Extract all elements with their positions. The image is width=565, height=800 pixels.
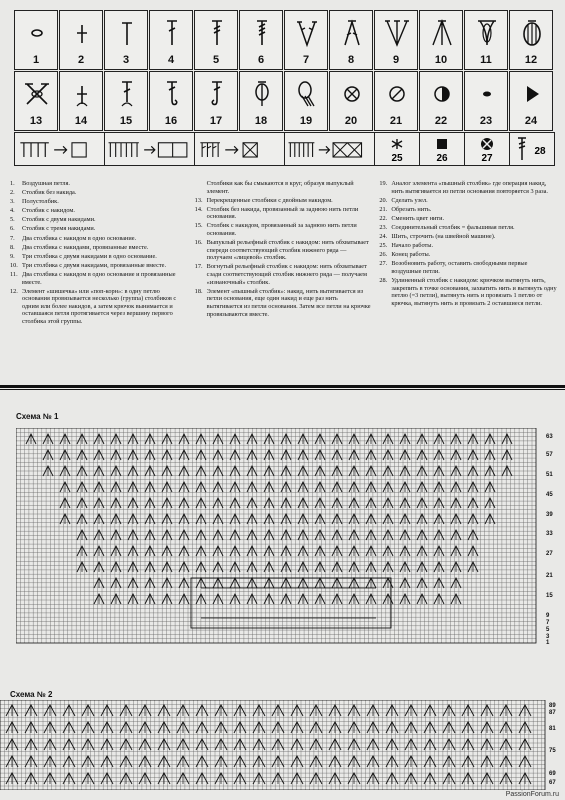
- symbol-cell: [510, 133, 554, 165]
- legend-item: [379, 251, 558, 259]
- legend-item: [195, 222, 374, 237]
- legend-item: [10, 216, 189, 224]
- symbol-cell: [104, 10, 148, 70]
- schema-1-chart: [16, 428, 560, 650]
- symbol-number: 17: [209, 115, 223, 127]
- legend-item-number: 19.: [379, 180, 388, 187]
- row-label: 39: [546, 512, 553, 518]
- symbol-number: 16: [164, 115, 178, 127]
- symbol-number: 18: [254, 115, 268, 127]
- symbol-group: [285, 133, 375, 165]
- schema-2-title: Схема № 2: [10, 690, 53, 699]
- legend-item-number: 21.: [379, 205, 388, 213]
- symbol-cell: [509, 71, 553, 131]
- legend-item-number: 22.: [379, 214, 388, 222]
- row-label: 5: [546, 627, 550, 633]
- symbol-cell: [149, 71, 193, 131]
- legend-item-number: 4.: [10, 207, 15, 215]
- symbol-number: 8: [347, 54, 355, 66]
- legend-item: [10, 189, 189, 197]
- symbol-group: [195, 133, 285, 165]
- legend-item: [195, 206, 374, 221]
- legend-item: [379, 260, 558, 275]
- symbol-cell: [59, 71, 103, 131]
- legend-item-text: Обрезать нить.: [391, 205, 432, 213]
- symbol-number: 6: [257, 54, 265, 66]
- symbol-group: [105, 133, 195, 165]
- legend-item-number: 26.: [379, 251, 388, 259]
- legend-item-number: 5.: [10, 216, 15, 224]
- symbol-cell: [419, 10, 463, 70]
- legend-item: [195, 239, 374, 262]
- legend-item-text: Два столбика с накидами, провязанные вместе.: [22, 243, 149, 251]
- symbol-cell: [59, 10, 103, 70]
- legend-item: [10, 225, 189, 233]
- legend-item-number: 14.: [194, 205, 203, 213]
- symbol-number: 23: [479, 115, 493, 127]
- symbol-number: 3: [122, 54, 130, 66]
- symbol-number: 12: [524, 54, 538, 66]
- legend-item: [10, 198, 189, 206]
- legend-item-text: Столбик с накидом, провязанный за заднюю нить петли основания.: [206, 222, 357, 238]
- legend-item: [379, 277, 558, 307]
- symbol-cell: [464, 71, 508, 131]
- symbol-number: 28: [534, 146, 546, 157]
- legend-item: [379, 242, 558, 250]
- symbol-number: 1: [32, 54, 40, 66]
- stitch-marks: [26, 434, 512, 628]
- row-label: 69: [549, 771, 556, 777]
- legend-item-text: Воздушная петля.: [22, 180, 70, 187]
- legend-item: [195, 263, 374, 286]
- symbol-cell: [374, 71, 418, 131]
- symbol-cell: [239, 71, 283, 131]
- grid-lines: [16, 428, 536, 643]
- legend-item-text: Столбики как бы смыкаются в круг, образуя выпуклый элемент.: [206, 180, 354, 195]
- legend-item-text: Сменить цвет нити.: [391, 214, 445, 222]
- symbol-number: 22: [434, 115, 448, 127]
- row-label: 75: [549, 748, 556, 754]
- legend-item: [379, 224, 558, 232]
- legend-item-text: Вогнутый рельефный столбик с накидом: нить обхватывает сзади соответствующий столбик нижнего ряда — получаем «изнаночный» столбик.: [206, 263, 367, 286]
- legend-item-number: 7.: [10, 234, 15, 242]
- legend-item: [10, 180, 189, 188]
- legend-item-text: Начало работы.: [391, 242, 434, 250]
- stitch-marks: [6, 705, 531, 784]
- row-label: 81: [549, 726, 556, 732]
- legend-item-text: Перекрещенные столбики с двойным накидом.: [206, 196, 333, 204]
- symbol-number: 5: [212, 54, 220, 66]
- divider: [0, 389, 565, 390]
- legend-item: [379, 180, 558, 195]
- legend-item-number: 27.: [379, 260, 388, 268]
- symbol-cell: [465, 133, 510, 165]
- symbol-number: 4: [167, 54, 175, 66]
- legend-item-text: Шить, строчить (на швейной машине).: [391, 233, 496, 241]
- legend-item-number: 12.: [10, 287, 18, 295]
- symbol-cell: [420, 133, 465, 165]
- legend-item: [379, 206, 558, 214]
- legend-item: [379, 215, 558, 223]
- legend-item-text: Элемент «пышный столбик»: накид, нить вытягивается из петли основания, еще один накид и еще раз нить вытягивается из петли основания. Затем все петли на крючке провязываются вместе.: [206, 287, 371, 318]
- watermark: PassionForum.ru: [505, 791, 559, 798]
- symbol-cell: [509, 10, 553, 70]
- row-label: 33: [546, 531, 553, 537]
- symbol-row-1: [14, 10, 557, 71]
- legend-item: [379, 197, 558, 205]
- legend-item: [10, 207, 189, 215]
- legend-item-text: Соединительный столбик = фальшивая петля.: [391, 223, 515, 231]
- symbol-table: [14, 10, 557, 166]
- legend-item-number: 11.: [10, 270, 18, 278]
- divider: [0, 385, 565, 388]
- symbol-cell: [14, 71, 58, 131]
- symbol-cell: [329, 71, 373, 131]
- schema-1-grid: [16, 428, 560, 650]
- symbol-number: 10: [434, 54, 448, 66]
- legend-item-number: 25.: [379, 242, 388, 250]
- symbol-number: 7: [302, 54, 310, 66]
- row-label: 51: [546, 472, 553, 478]
- legend-item-number: [195, 180, 207, 195]
- legend-item-text: Полустолбик.: [22, 198, 59, 206]
- symbol-cell: [464, 10, 508, 70]
- symbol-number: 20: [344, 115, 358, 127]
- legend-item-text: Три столбика с двумя накидами в одно основание.: [22, 252, 157, 260]
- legend-item: [10, 288, 189, 326]
- legend-item-number: 6.: [10, 225, 15, 233]
- legend-item: [10, 244, 189, 252]
- legend-item-number: 18.: [194, 287, 203, 295]
- legend-item-number: 10.: [10, 261, 18, 269]
- legend-item-number: 16.: [194, 239, 203, 247]
- symbol-number: 9: [392, 54, 400, 66]
- legend-item: [195, 180, 374, 195]
- legend-item-number: 8.: [10, 243, 15, 251]
- schema-2-chart: [0, 700, 565, 790]
- symbol-cell: [194, 10, 238, 70]
- legend-item: [10, 271, 189, 286]
- legend-item: [379, 233, 558, 241]
- symbol-cell: [239, 10, 283, 70]
- row-label: 15: [546, 593, 553, 599]
- row-label: 21: [546, 573, 553, 579]
- symbol-cell: [149, 10, 193, 70]
- legend-item-number: 23.: [379, 223, 388, 231]
- legend: [10, 180, 558, 327]
- symbol-cell: [194, 71, 238, 131]
- legend-item-text: Столбик с двумя накидами.: [22, 216, 96, 224]
- legend-column-1: [10, 180, 189, 327]
- symbol-number: 13: [29, 115, 43, 127]
- legend-item: [10, 253, 189, 261]
- legend-item-text: Элемент «шишечка» или «поп-корн»: в одну петлю основания провязывается несколько (группа) столбиков с одним или более накидов, а затем крючок вынимается и оставшаяся петля протягивается через вершину первого столбика этой группы.: [22, 287, 177, 325]
- legend-column-2: [195, 180, 374, 327]
- legend-item-text: Три столбика с двумя накидами, провязанные вместе.: [22, 261, 167, 269]
- legend-item: [195, 288, 374, 318]
- symbol-number: 21: [389, 115, 403, 127]
- symbol-cell: [284, 10, 328, 70]
- legend-item-number: 20.: [379, 196, 388, 204]
- schema-1-title: Схема № 1: [16, 412, 59, 421]
- symbol-number: 26: [436, 153, 448, 164]
- symbol-number: 19: [299, 115, 313, 127]
- symbol-cell: [329, 10, 373, 70]
- symbol-cell: [374, 10, 418, 70]
- symbol-row-2: [14, 71, 557, 132]
- legend-item-number: 3.: [10, 198, 15, 206]
- legend-item: [195, 197, 374, 205]
- symbol-group: [15, 133, 105, 165]
- legend-item-text: Столбик с тремя накидами.: [22, 225, 96, 233]
- row-label: 3: [546, 634, 550, 640]
- legend-item-text: Два столбика с накидом в одно основание и провязанные вместе.: [22, 270, 176, 286]
- row-label: 9: [546, 613, 550, 619]
- legend-item-number: 2.: [10, 189, 15, 197]
- symbol-number: 25: [391, 153, 403, 164]
- legend-item-number: 15.: [194, 222, 203, 230]
- symbol-cell: [14, 10, 58, 70]
- row-label: 1: [546, 640, 550, 646]
- legend-item-text: Сделать узел.: [391, 196, 428, 204]
- legend-item-number: 9.: [10, 252, 15, 260]
- legend-item: [10, 262, 189, 270]
- symbol-number: 24: [524, 115, 538, 127]
- row-label: 27: [546, 551, 553, 557]
- row-label: 67: [549, 780, 556, 786]
- symbol-number: 11: [480, 54, 492, 66]
- legend-item-number: 1.: [10, 180, 15, 187]
- symbol-number: 15: [119, 115, 133, 127]
- legend-item-text: Столбик без накида, провязанный за заднюю нить петли основания.: [206, 205, 359, 221]
- legend-item-text: Два столбика с накидом в одно основание.: [22, 234, 137, 242]
- row-label: 45: [546, 492, 553, 498]
- row-label: 63: [546, 434, 553, 440]
- symbol-cell: [419, 71, 463, 131]
- symbol-row-3: [14, 132, 555, 166]
- legend-item-text: Выпуклый рельефный столбик с накидом: нить обхватывает спереди соответствующий столбик нижнего ряда — получаем «лицевой» столбик.: [206, 239, 369, 262]
- row-label: 57: [546, 452, 553, 458]
- legend-column-3: [379, 180, 558, 327]
- schema-2-grid: [0, 700, 565, 790]
- legend-item-text: Столбик без накида.: [22, 189, 77, 197]
- row-label: 89: [549, 703, 556, 709]
- row-label: 7: [546, 620, 550, 626]
- row-label: 87: [549, 710, 556, 716]
- legend-item: [10, 235, 189, 243]
- legend-item-number: 24.: [379, 233, 388, 241]
- legend-item-number: 13.: [194, 196, 203, 204]
- legend-item-text: Аналог элемента «пышный столбик» где операция накид, нить вытягивается из петли основания повторяется 3 раза.: [391, 180, 548, 195]
- symbol-number: 27: [481, 153, 493, 164]
- legend-item-number: 28.: [379, 277, 388, 285]
- legend-item-text: Конец работы.: [391, 251, 431, 259]
- symbol-number: 2: [77, 54, 85, 66]
- legend-item-text: Возобновить работу, оставить свободными первые воздушные петли.: [391, 260, 528, 275]
- legend-item-text: Удлиненный столбик с накидом: крючком вытянуть нить, закрепить в точке основания, захватить нить и вытянуть одну петлю (=3 петли), вытянуть нить и провязать 1 петлю от крючка, вытянуть нить и провязать 2 оставшиеся петли.: [391, 277, 557, 307]
- symbol-cell: [375, 133, 420, 165]
- symbol-number: 14: [74, 115, 88, 127]
- legend-item-number: 17.: [194, 263, 203, 271]
- symbol-cell: [104, 71, 148, 131]
- symbol-cell: [284, 71, 328, 131]
- legend-item-text: Столбик с накидом.: [22, 207, 75, 215]
